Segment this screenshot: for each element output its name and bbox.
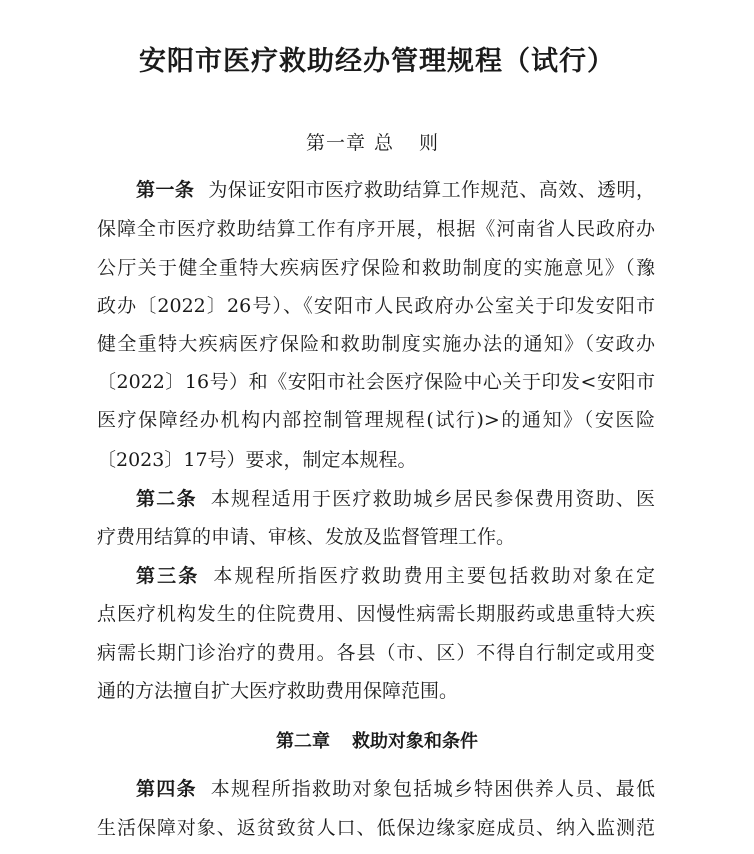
article-4-label: 第四条 [136,778,197,800]
article-3-label: 第三条 [136,565,200,587]
article-1-line-6: 〔2022〕16号）和《安阳市社会医疗保险中心关于印发<安阳市 [97,371,655,393]
chapter-2-name: 救助对象和条件 [352,731,478,752]
chapter-1-heading [0,128,754,158]
article-1-line-5: 健全重特大疾病医疗保险和救助制度实施办法的通知》（安政办 [97,333,655,355]
article-2-line-1 [136,484,655,514]
article-4-line-2: 生活保障对象、返贫致贫人口、低保边缘家庭成员、纳入监测范 [97,817,655,839]
article-2-label: 第二条 [136,488,197,510]
article-1-line-2: 保障全市医疗救助结算工作有序开展，根据《河南省人民政府办 [97,218,655,240]
chapter-2-label: 第二章 [276,731,330,752]
chapter-2-heading [0,727,754,757]
article-4-text: 本规程所指救助对象包括城乡特困供养人员、最低 [210,778,655,800]
article-4-line-1 [136,774,655,804]
article-2-text: 本规程适用于医疗救助城乡居民参保费用资助、医 [210,488,655,510]
article-1-label: 第一条 [136,179,195,201]
article-2-line-2: 疗费用结算的申请、审核、发放及监督管理工作。 [97,526,516,548]
article-3-text: 本规程所指医疗救助费用主要包括救助对象在定 [213,565,655,587]
article-1-line-1 [136,175,655,205]
document-title: 安阳市医疗救助经办管理规程（试行） [139,46,615,77]
article-1-line-4: 政办〔2022〕26号）、《安阳市人民政府办公室关于印发安阳市 [97,295,655,317]
article-3-line-1 [136,561,655,591]
article-1-text: 为保证安阳市医疗救助结算工作规范、高效、透明， [208,179,655,201]
chapter-1-label: 第一章 [305,132,366,154]
article-1-line-3: 公厅关于健全重特大疾病医疗保险和救助制度的实施意见》（豫 [97,257,655,279]
article-3-line-3: 病需长期门诊治疗的费用。各县（市、区）不得自行制定或用变 [97,642,655,664]
article-3-line-2: 点医疗机构发生的住院费用、因慢性病需长期服药或患重特大疾 [97,603,655,625]
chapter-1-name: 总 则 [373,132,449,154]
article-1-line-8: 〔2023〕17号）要求，制定本规程。 [97,449,417,471]
article-3-line-4: 通的方法擅自扩大医疗救助费用保障范围。 [97,680,459,702]
article-1-line-7: 医疗保障经办机构内部控制管理规程(试行)>的通知》（安医险 [97,409,655,431]
